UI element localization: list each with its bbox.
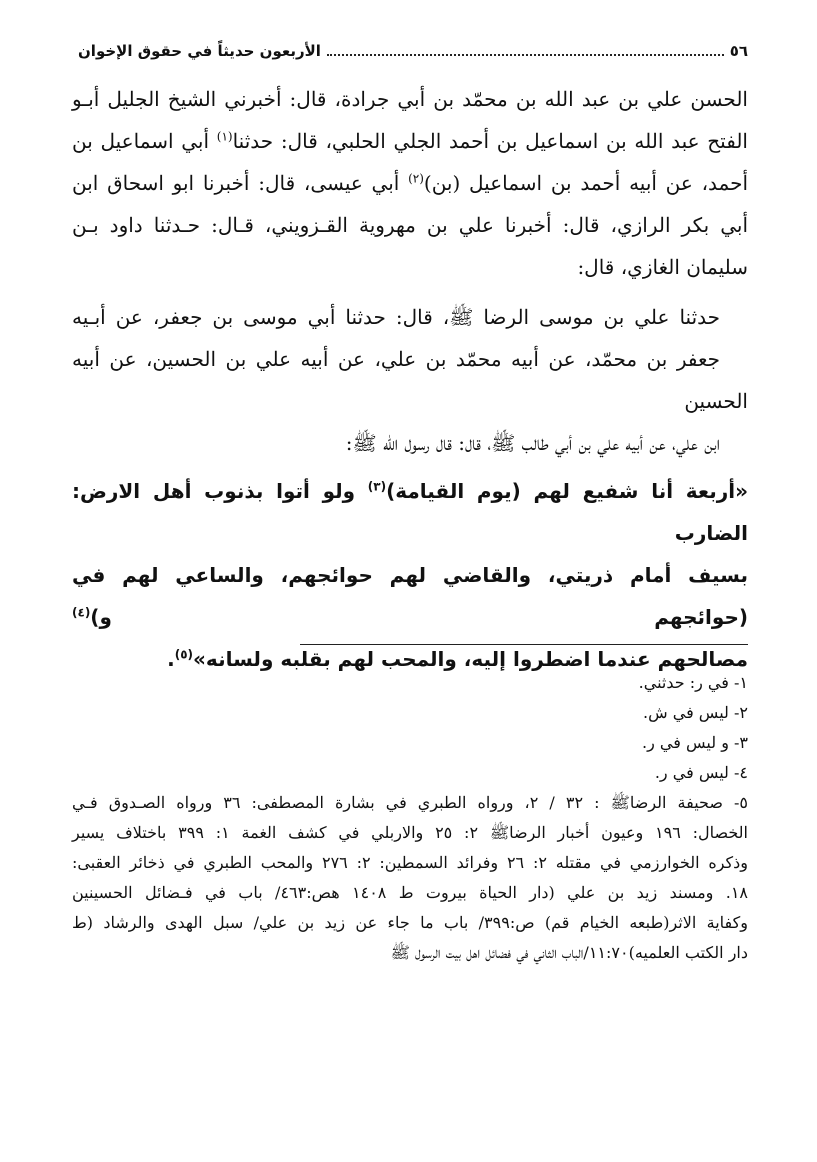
chain-paragraph — [72, 296, 748, 464]
footnote-line: ١٨. ومسند زيد بن علي (دار الحياة بيروت ط ١٤٠٨ هص:٤٦٣/ باب في فـضائل الحسينين — [72, 883, 749, 902]
text-segment: مصالحهم عندما اضطروا إليه، والمحب لهم بقلبه ولسانه» — [193, 647, 748, 671]
text-line — [72, 162, 748, 204]
footnote-4: ٤- ليس في ر. — [654, 763, 748, 782]
footnotes — [72, 668, 748, 968]
footnote-ref[interactable]: (٥) — [174, 647, 194, 662]
running-header — [78, 34, 748, 60]
footnote-line: الخصال: ١٩٦ وعيون أخبار الرضاﷺ ٢: ٢٥ والاربلي في كشف الغمة ١: ٣٩٩ باختلاف يسير — [72, 823, 748, 842]
header-dot-leader — [327, 53, 724, 56]
footnote-ref[interactable]: (٣) — [367, 479, 387, 494]
text-line — [72, 120, 748, 162]
footnote-line: وذكره الخوارزمي في مقتله ٢: ٢٦ وفرائد السمطين: ٢: ٢٧٦ والمحب الطبري في ذخائر العقبى: — [72, 853, 749, 872]
footnote-ref[interactable]: (٤) — [72, 605, 91, 620]
footnote-3: ٣- و ليس في ر. — [642, 733, 748, 752]
text-line: جعفر بن محمّد، عن أبيه محمّد بن علي، عن أبيه علي بن الحسين، عن أبيه الحسين — [72, 347, 748, 413]
footnote-separator — [300, 644, 748, 645]
text-segment: ولو أتوا بذنوب أهل الارض: الضارب — [72, 479, 748, 545]
text-segment: أحمد، عن أبيه أحمد بن اسماعيل (بن) — [423, 171, 748, 195]
footnote-ref[interactable]: (٢) — [408, 171, 424, 186]
text-segment: «أربعة أنا شفيع لهم (يوم القيامة) — [386, 479, 748, 503]
hadith-text — [72, 470, 748, 680]
text-segment: بسيف أمام ذريتي، والقاضي لهم حوائجهم، والساعي لهم في (حوائجهم و) — [72, 563, 748, 629]
footnote-ref[interactable]: (١) — [216, 129, 233, 144]
page-number: ٥٦ — [729, 42, 748, 60]
footnote-line: ٥- صحيفة الرضاﷺ : ٣٢ / ٢، ورواه الطبري في بشارة المصطفى: ٣٦ ورواه الصـدوق فـي — [72, 793, 749, 812]
hadith-line — [72, 554, 748, 638]
text-segment: أبي اسماعيل بن — [72, 129, 217, 153]
hadith-line — [72, 470, 748, 554]
book-title: الأربعون حديثاً في حقوق الإخوان — [78, 42, 321, 60]
isnad-paragraph — [72, 78, 748, 288]
main-text — [72, 78, 748, 680]
footnote-2: ٢- ليس في ش. — [643, 703, 748, 722]
text-segment: أبي عيسى، قال: أخبرنا ابو اسحاق ابن — [72, 171, 409, 195]
footnote-5 — [72, 788, 748, 968]
footnote-1: ١- في ر: حدثني. — [638, 673, 748, 692]
text-line: ابن علي، عن أبيه علي بن أبي طالب ﷺ، قال: قال رسول الله ﷺ: — [345, 431, 720, 455]
footnote-line: وكفاية الاثر(طبعه الخيام قم) ص:٣٩٩/ باب ما جاء عن زيد بن علي/ سبل الهدى والرشاد (ط — [72, 913, 748, 932]
text-segment: الفتح عبد الله بن اسماعيل بن أحمد الجلي الحلبي، قال: حدثنا — [232, 129, 748, 153]
text-line: أبي بكر الرازي، قال: أخبرنا علي بن مهروية القـزويني، قـال: حـدثنا داود بـن — [72, 213, 748, 237]
text-segment: . — [167, 647, 175, 671]
text-line: سليمان الغازي، قال: — [577, 255, 748, 279]
footnote-line: دار الكتب العلميه)١١:٧٠/الباب الثاني في فضائل اهل بيت الرسول ﷺ — [390, 943, 748, 962]
text-line: الحسن علي بن عبد الله بن محمّد بن أبي جرادة، قال: أخبرني الشيخ الجليل أبـو — [72, 87, 748, 111]
text-line: حدثنا علي بن موسى الرضا ﷺ، قال: حدثنا أبي موسى بن جعفر، عن أبـيه — [72, 305, 720, 329]
